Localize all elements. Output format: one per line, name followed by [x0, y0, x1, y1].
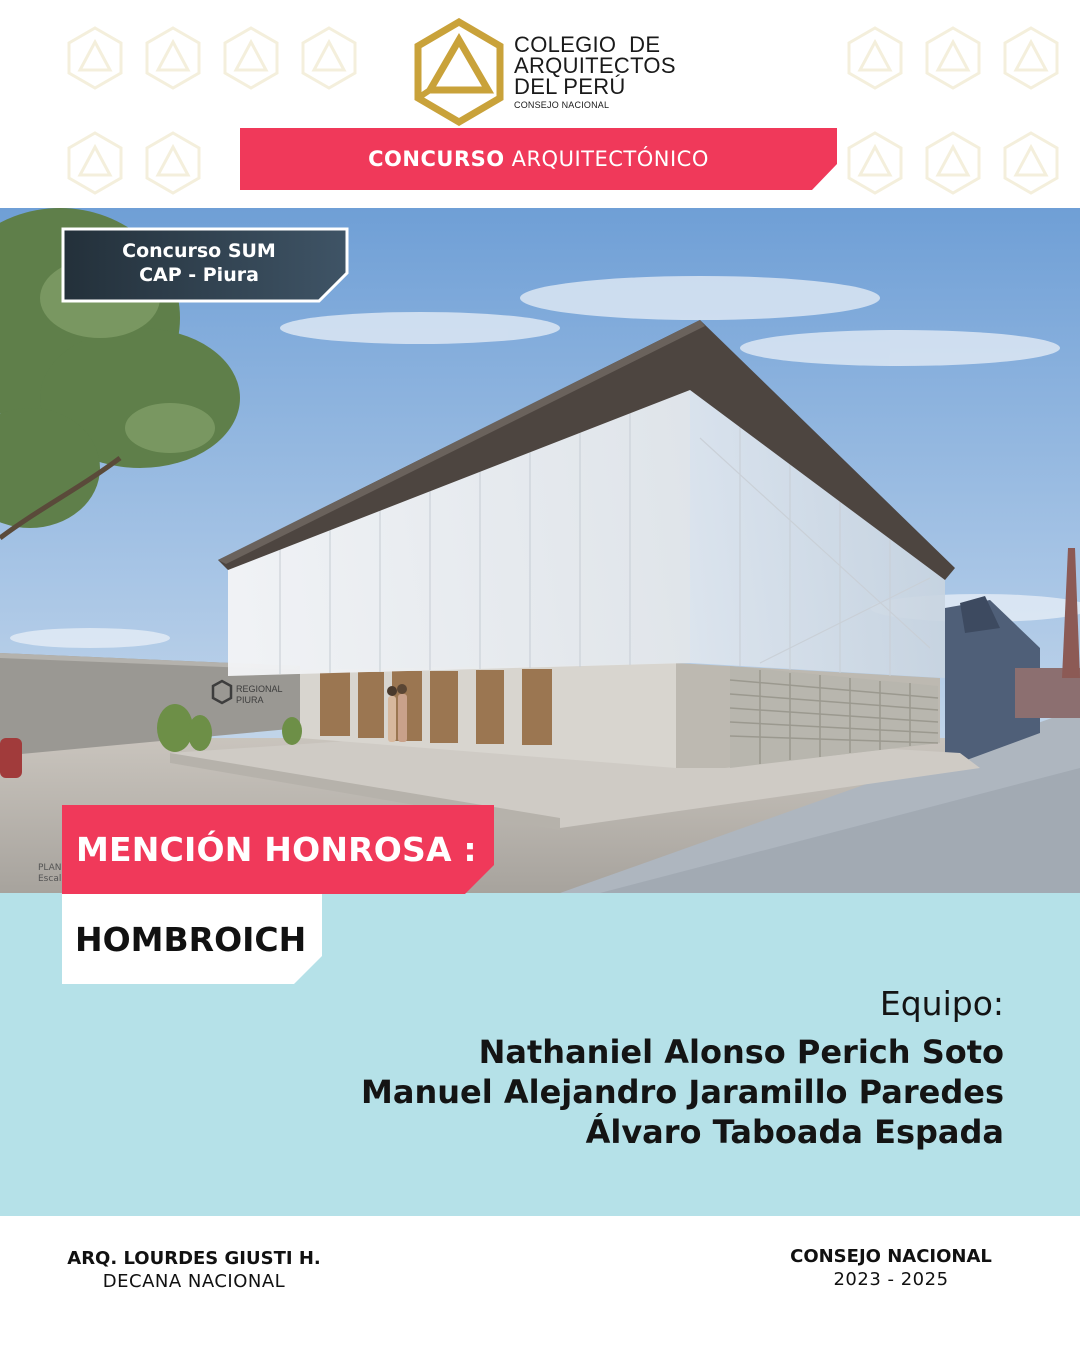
watermark-hexagon: [927, 133, 979, 193]
header: [0, 0, 1080, 208]
watermark-hexagon: [927, 28, 979, 88]
contest-tag: [61, 227, 349, 303]
project-name-label: [62, 894, 322, 984]
plan-corner-label: PLAN Escal: [38, 863, 62, 884]
footer: [0, 1216, 1080, 1350]
project-name: HOMBROICH: [75, 919, 307, 959]
watermark-triangle: [938, 147, 968, 175]
honorable-mention-label: [62, 805, 494, 894]
banner-title-regular: ARQUITECTÓNICO: [511, 147, 709, 171]
watermark-triangle: [236, 42, 266, 70]
watermark-hexagon: [225, 28, 277, 88]
team-member: Manuel Alejandro Jaramillo Paredes: [361, 1073, 1004, 1111]
watermark-hexagon: [849, 133, 901, 193]
architectural-render: [0, 208, 1080, 893]
contest-tag-line-2: CAP - Piura: [139, 264, 259, 286]
watermark-hexagon: [849, 28, 901, 88]
watermark-hexagon: [303, 28, 355, 88]
contest-tag-line-1: Concurso SUM: [122, 240, 276, 262]
council-name: CONSEJO NACIONAL: [790, 1246, 992, 1267]
logo-line-1: COLEGIO DE: [514, 32, 661, 57]
team-block: [361, 982, 1004, 1152]
watermark-triangle: [158, 147, 188, 175]
team-members: [361, 1032, 1004, 1152]
watermark-hexagon: [1005, 28, 1057, 88]
watermark-triangle: [938, 42, 968, 70]
watermark-hexagon: [147, 28, 199, 88]
watermark-hexagon: [1005, 133, 1057, 193]
council-signature: [778, 1245, 1004, 1291]
watermark-triangle: [158, 42, 188, 70]
mention-text: MENCIÓN HONROSA :: [76, 830, 477, 869]
logo-line-3: DEL PERÚ: [514, 74, 626, 99]
watermark-triangle: [1016, 147, 1046, 175]
contest-banner: [240, 128, 837, 190]
dean-name: ARQ. LOURDES GIUSTI H.: [67, 1248, 321, 1269]
banner-title: [240, 128, 837, 190]
watermark-hexagon: [147, 133, 199, 193]
team-label: Equipo:: [879, 984, 1004, 1023]
dean-signature: [58, 1247, 330, 1293]
triangle-hexagon-logo-icon: [412, 18, 506, 126]
team-member: Álvaro Taboada Espada: [585, 1113, 1004, 1151]
sign-line-1: REGIONAL: [236, 684, 283, 694]
banner-title-bold: CONCURSO: [368, 147, 505, 171]
logo-wordmark: [514, 34, 676, 111]
watermark-triangle: [80, 42, 110, 70]
render-illustration: [0, 208, 1080, 893]
watermark-hexagon: [69, 133, 121, 193]
watermark-triangle: [314, 42, 344, 70]
cap-logo: [412, 18, 682, 126]
logo-line-2: ARQUITECTOS: [514, 53, 676, 78]
watermark-triangle: [80, 147, 110, 175]
watermark-hexagon: [69, 28, 121, 88]
contest-tag-text: [61, 239, 337, 287]
sign-line-2: PIURA: [236, 695, 264, 705]
council-period: 2023 - 2025: [833, 1269, 949, 1290]
logo-subtitle: CONSEJO NACIONAL: [514, 100, 610, 110]
watermark-triangle: [1016, 42, 1046, 70]
watermark-triangle: [860, 147, 890, 175]
watermark-triangle: [860, 42, 890, 70]
dean-role: DECANA NACIONAL: [102, 1271, 286, 1292]
team-member: Nathaniel Alonso Perich Soto: [478, 1033, 1004, 1071]
